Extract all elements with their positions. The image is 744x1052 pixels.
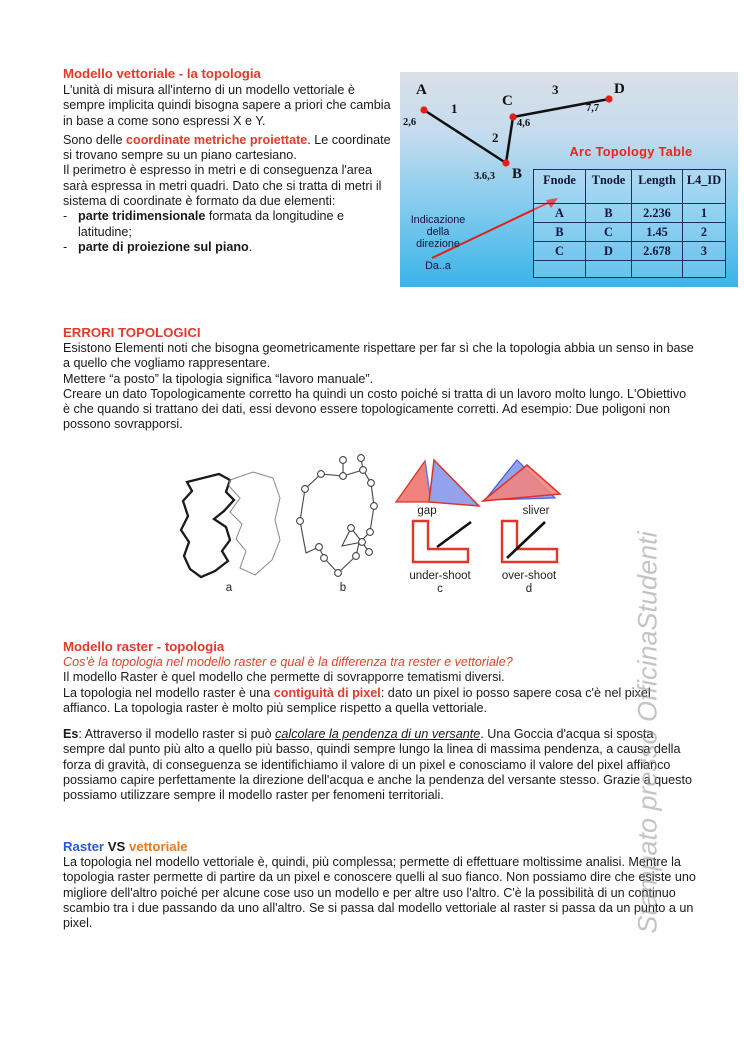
paragraph: L'unità di misura all'interno di un modello vettoriale è sempre implicita quindi bisogna sapere a priori che cambia in base a come sono espressi X e Y. (63, 83, 391, 128)
section-esempio: Es: Attraverso il modello raster si può calcolare la pendenza di un versante. Una Goccia d'acqua si sposta sempre dal punto più alto a quello più basso, quindi sempre lungo la linea di massima pendenza, a causa della forza di gravità, di conseguenza se identifichiamo il valore di un pixel e conosciamo il valore del pixel affianco possiamo capire perfettamente la direzione dell'acqua e anche la pendenza del versante stesso. Grazie a questo possiamo utilizzare sempre il modello raster per fenomeni territoriali. (63, 727, 692, 803)
direction-annotation-sub: Da..a (425, 260, 451, 272)
paragraph: Il perimetro è espresso in metri e di conseguenza l'area sarà espressa in metri quadri. Dato che si tratta di metri il sistema di coordinate è formato da due elementi: (63, 163, 382, 209)
node-dot-c (509, 113, 516, 120)
topology-errors-figure (163, 448, 583, 606)
node-label-c: C (502, 93, 513, 109)
section-errori (63, 325, 696, 433)
arc-edge-2 (506, 117, 513, 163)
col-header-length: Length (632, 170, 683, 204)
highlight-contiguita-pixel: contiguità di pixel (273, 685, 381, 700)
figure-label-gap: gap (417, 505, 437, 517)
node-dot-b (502, 159, 509, 166)
figure-label-d: d (525, 583, 533, 595)
polygon-b (300, 458, 374, 573)
arc-topology-table (533, 169, 726, 278)
polygon-b-vertex-nodes (297, 455, 378, 577)
node-label-d: D (614, 81, 625, 97)
figure-label-sliver: sliver (522, 505, 550, 517)
node-coord-d: 7,7 (586, 103, 600, 114)
list-item: - parte di proiezione sul piano. (63, 239, 253, 254)
table-row: B C 1.45 2 (534, 223, 726, 242)
paragraph: Esistono Elementi noti che bisogna geometricamente rispettare per far sì che la topologia abbia un senso in base a quello che vogliamo rappresentare. (63, 341, 694, 371)
figure-label-undershoot: under-shoot (409, 570, 471, 582)
polygon-a-thin (229, 472, 280, 575)
section-title-confronto (63, 839, 696, 855)
es-label: Es (63, 727, 79, 741)
col-header-fnode: Fnode (534, 170, 586, 204)
bullet-dash: - (63, 239, 68, 254)
node-coord-b: 3.6,3 (474, 171, 495, 182)
paragraph: Mettere “a posto” la tipologia significa “lavoro manuale”. (63, 371, 374, 386)
bullet-dash: - (63, 209, 68, 224)
section-raster (63, 639, 696, 716)
node-label-a: A (416, 82, 427, 98)
paragraph: Creare un dato Topologicamente corretto ha quindi un costo poiché si tratta di un lavoro molto lungo. L'Obiettivo è che quando si trattano dei dati, essi devono essere topologicamente corretti. Ad esempio: Due poligoni non possono sovrapporsi. (63, 386, 687, 432)
node-dot-a (420, 106, 427, 113)
col-header-tnode: Tnode (586, 170, 632, 204)
watermark-text: Stampato presso OfficinaStudenti (632, 531, 663, 934)
paragraph: La topologia nel modello vettoriale è, quindi, più complessa; permette di effettuare moltissime analisi. Mentre la topologia raster permette di partire da un pixel e conoscere quelli al suo fianco. Non possiamo dire che esiste uno migliore dell'altro poiché per alcune cose uso un modello e per altre uso l'altro. C'è la possibilità di un continuo scambio tra i due passando da uno all'altro. Se si passa dal modello vettoriale al raster si passa da un punto a un pixel. (63, 855, 696, 931)
arc-table-title: Arc Topology Table (569, 144, 693, 159)
edge-label-3: 3 (552, 82, 559, 97)
title-raster-word: Raster (63, 839, 105, 854)
edge-label-2: 2 (492, 130, 499, 145)
figure-label-overshoot: over-shoot (501, 570, 557, 582)
node-label-b: B (512, 166, 523, 182)
paragraph: La topologia nel modello raster è una contiguità di pixel: dato un pixel io posso sapere cosa c'è nel pixel affianco. La topologia raster è molto più semplice rispetto a quella vettoriale. (63, 685, 651, 715)
node-coord-a: 2,6 (403, 117, 417, 128)
section-confronto (63, 839, 696, 931)
highlight-pendenza-versante: calcolare la pendenza di un versante (275, 727, 481, 741)
section-title-errori: ERRORI TOPOLOGICI (63, 325, 201, 340)
highlight-coordinate-metriche: coordinate metriche proiettate (126, 132, 308, 147)
table-row: A B 2.236 1 (534, 204, 726, 223)
sliver-triangle-red (483, 465, 560, 501)
figure-label-a: a (225, 582, 233, 594)
node-dot-d (605, 95, 612, 102)
node-coord-c: 4,6 (517, 118, 531, 129)
section-title-raster: Modello raster - topologia (63, 639, 225, 654)
figure-label-b: b (339, 582, 347, 594)
gap-triangle-right (429, 460, 479, 506)
arc-topology-diagram (400, 72, 738, 287)
col-header-l4id: L4_ID (683, 170, 726, 204)
edge-label-1: 1 (451, 101, 458, 116)
raster-question: Cos'è la topologia nel modello raster e qual è la differenza tra rester e vettoriale? (63, 655, 513, 669)
paragraph: Sono delle coordinate metriche proiettate. Le coordinate si trovano sempre su un piano cartesiano. (63, 132, 391, 163)
undershoot-l-shape (413, 521, 468, 562)
undershoot-line (437, 522, 471, 547)
table-row-empty (534, 261, 726, 278)
section-vettoriale (63, 66, 399, 255)
paragraph: Il modello Raster è quel modello che permette di sovrapporre tematismi diversi. (63, 670, 505, 685)
figure-label-c: c (437, 583, 443, 595)
polygon-a-thick (181, 474, 234, 577)
table-row: C D 2.678 3 (534, 242, 726, 261)
title-vettoriale-word: vettoriale (128, 839, 188, 854)
list-item: - parte tridimensionale formata da longitudine e latitudine; (63, 209, 344, 239)
direction-annotation: Indicazione della direzione (410, 214, 466, 250)
table-header-row (534, 170, 726, 204)
section-title-vettoriale: Modello vettoriale - la topologia (63, 66, 261, 81)
title-vs-word: VS (104, 839, 129, 854)
